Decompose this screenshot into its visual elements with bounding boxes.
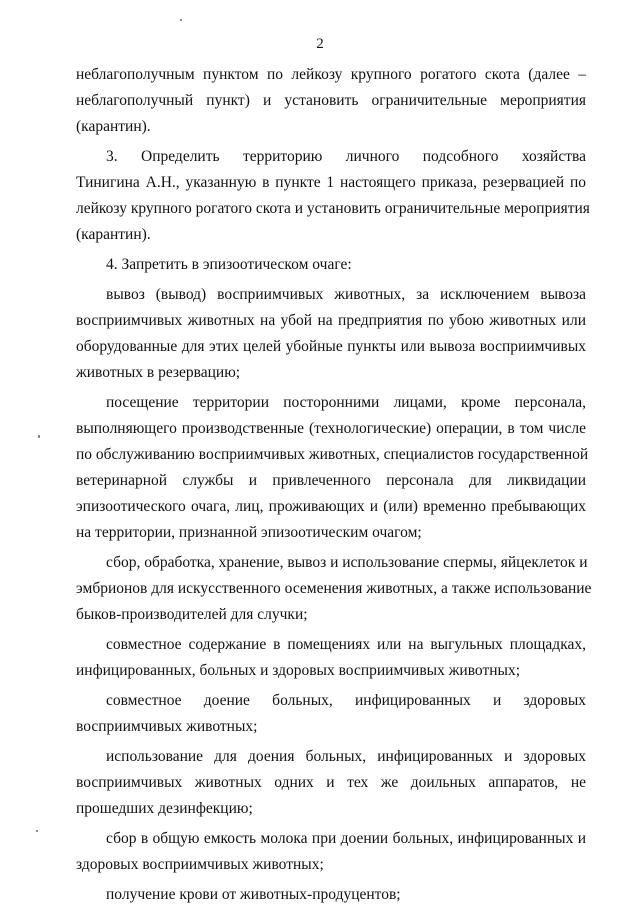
paragraph — [76, 882, 586, 908]
text-line: ветеринарной службы и привлеченного персонала для ликвидации — [76, 472, 586, 489]
paragraph — [76, 390, 589, 546]
text-line: вывоз (вывод) восприимчивых животных, за исключением вывоза — [106, 286, 586, 303]
text-line: эпизоотического очага, лиц, проживающих и (или) временно пребывающих — [76, 498, 586, 515]
paragraph — [76, 744, 586, 822]
text-line: 3. Определить территорию личного подсобного хозяйства — [106, 148, 586, 165]
paragraph — [76, 62, 586, 140]
text-line: здоровых восприимчивых животных; — [76, 856, 324, 873]
scan-speck — [180, 19, 182, 21]
text-line: выполняющего производственные (технологические) операции, в том числе — [76, 420, 586, 437]
text-line: использование для доения больных, инфицированных и здоровых — [106, 748, 586, 765]
text-line: неблагополучным пунктом по лейкозу крупного рогатого скота (далее – — [76, 66, 586, 83]
text-line: инфицированных, больных и здоровых восприимчивых животных; — [76, 662, 521, 679]
text-line: восприимчивых животных одних и тех же доильных аппаратов, не — [76, 774, 586, 791]
paragraph — [76, 632, 586, 684]
page-number: 2 — [316, 36, 324, 52]
text-line: совместное доение больных, инфицированных и здоровых — [106, 692, 586, 709]
text-line: совместное содержание в помещениях или на выгульных площадках, — [106, 636, 586, 653]
text-line: оборудованные для этих целей убойные пункты или вывоза восприимчивых — [76, 338, 586, 355]
text-line: прошедших дезинфекцию; — [76, 800, 253, 817]
text-line: восприимчивых животных на убой на предприятия по убою животных или — [76, 312, 586, 329]
text-line: эмбрионов для искусственного осеменения животных, а также использование — [76, 580, 592, 597]
paragraph — [76, 688, 586, 740]
text-line: лейкозу крупного рогатого скота и установить ограничительные мероприятия — [76, 200, 590, 217]
paragraph — [76, 252, 586, 278]
text-line: по обслуживанию восприимчивых животных, специалистов государственной — [76, 446, 589, 463]
text-line: сбор, обработка, хранение, вывоз и использование спермы, яйцеклеток и — [106, 554, 588, 571]
text-line: (карантин). — [76, 226, 151, 243]
text-line: посещение территории посторонними лицами, кроме персонала, — [106, 394, 586, 411]
text-line: быков-производителей для случки; — [76, 606, 308, 623]
scan-speck — [36, 830, 38, 832]
text-line: на территории, признанной эпизоотическим очагом; — [76, 524, 422, 541]
text-line: животных в резервацию; — [76, 364, 241, 381]
document-body — [76, 62, 592, 912]
paragraph — [76, 550, 592, 628]
paragraph — [76, 826, 586, 878]
paragraph — [76, 282, 586, 386]
text-line: получение крови от животных-продуцентов; — [106, 886, 401, 903]
text-line: восприимчивых животных; — [76, 718, 258, 735]
text-line: (карантин). — [76, 118, 151, 135]
text-line: Тинигина А.Н., указанную в пункте 1 настоящего приказа, резервацией по — [76, 174, 586, 191]
text-line: сбор в общую емкость молока при доении больных, инфицированных и — [106, 830, 586, 847]
paragraph — [76, 144, 590, 248]
text-line: 4. Запретить в эпизоотическом очаге: — [106, 256, 352, 273]
text-line: неблагополучный пункт) и установить ограничительные мероприятия — [76, 92, 586, 109]
scan-speck — [38, 435, 40, 438]
